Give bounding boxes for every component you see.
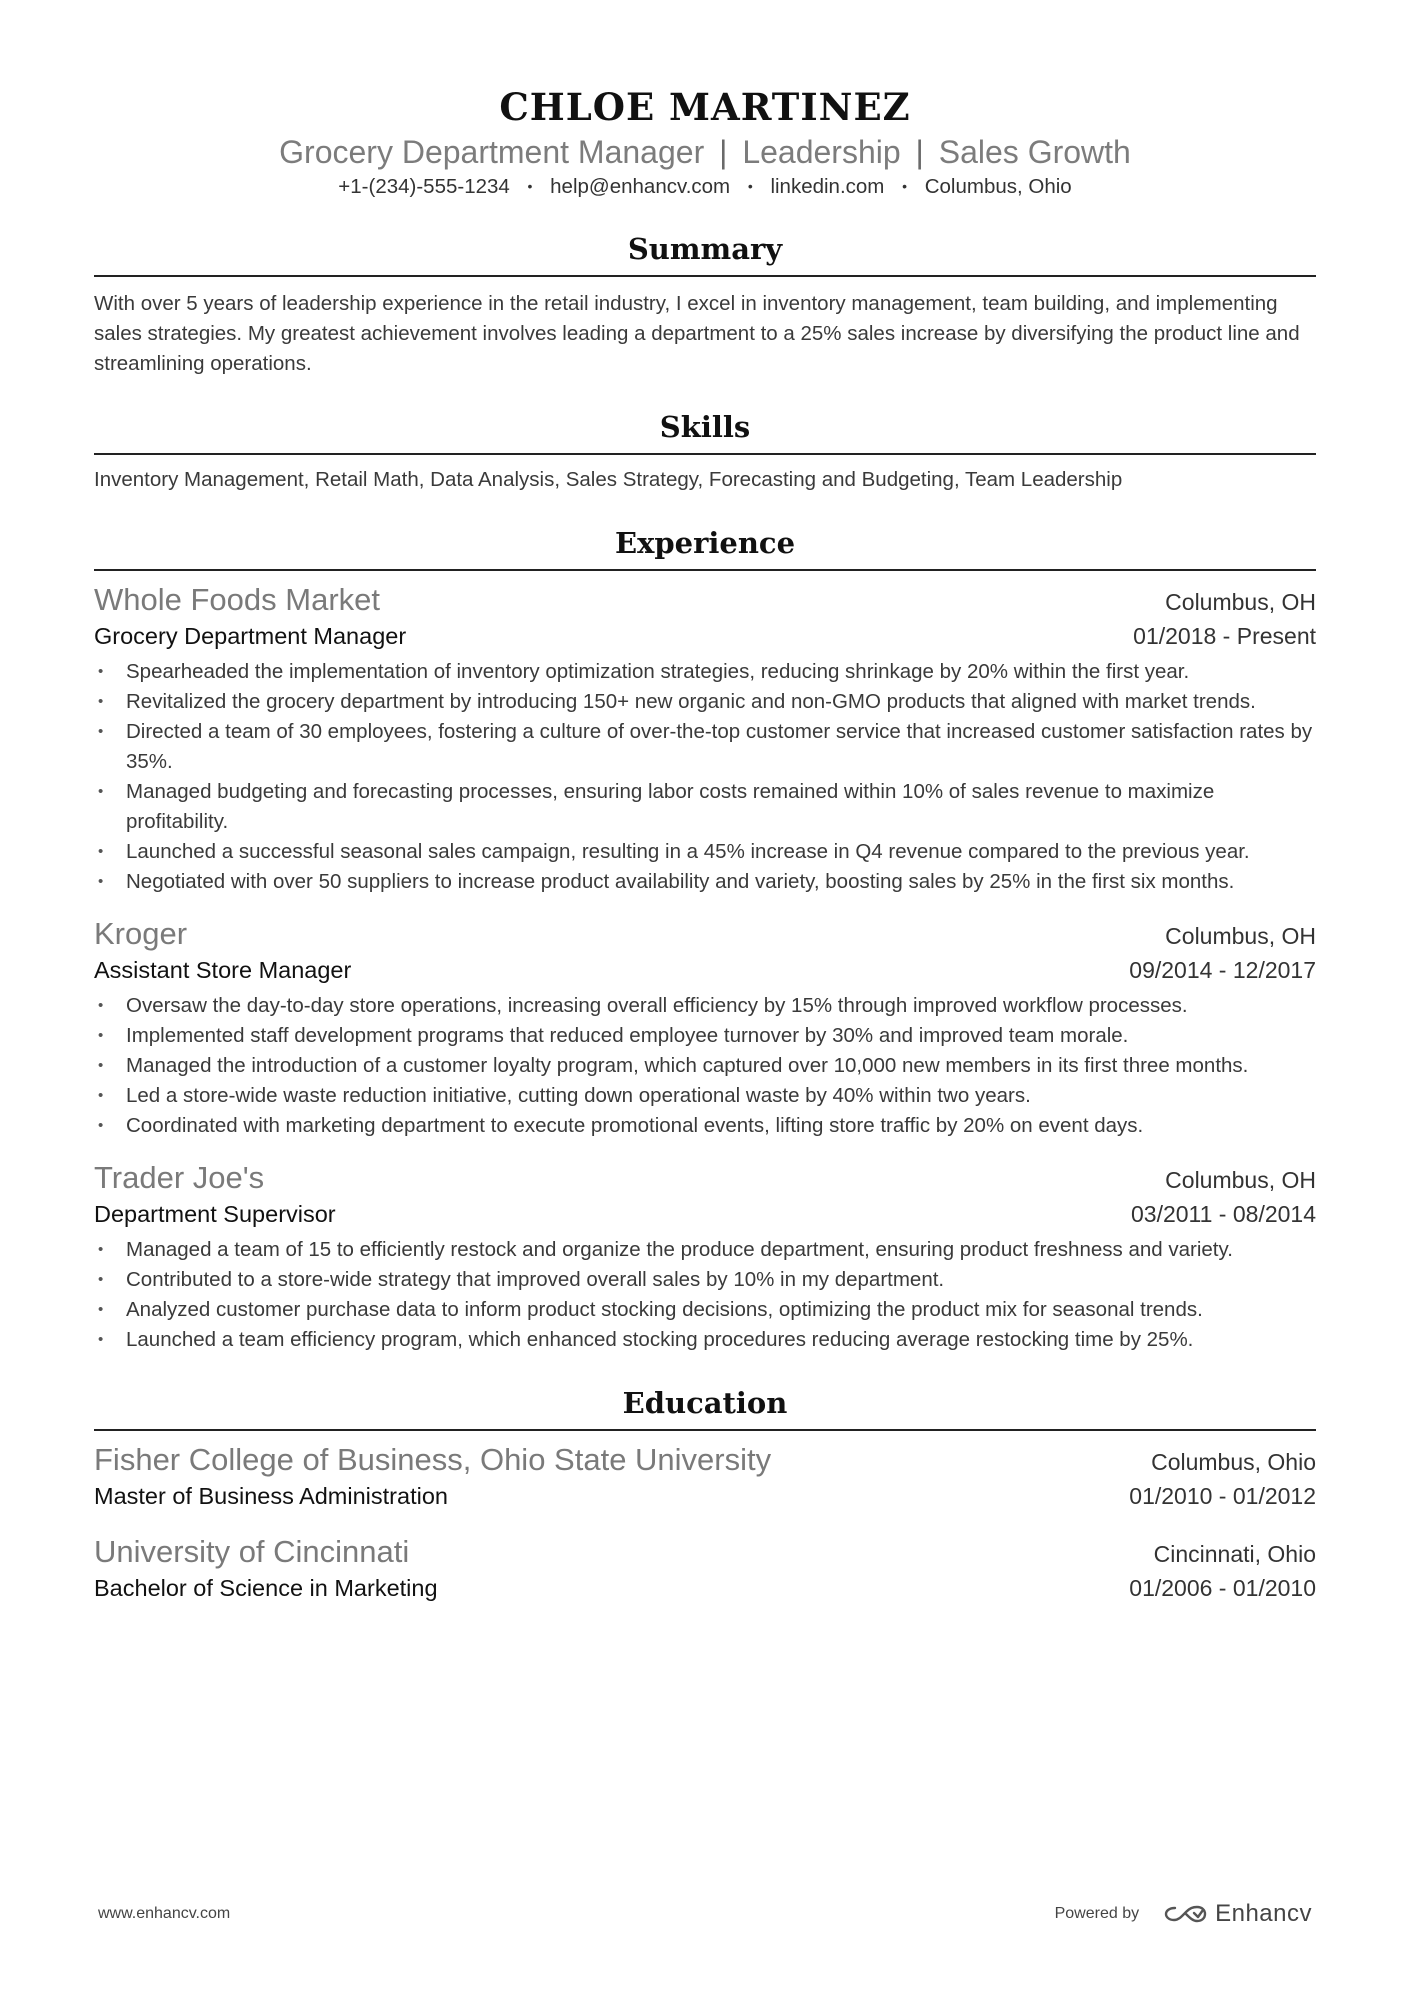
achievement-list [94, 657, 1316, 897]
achievement-item: • Spearheaded the implementation of inventory optimization strategies, reducing shrinkage by 20% within the first year. [94, 657, 1316, 687]
education-header-row [94, 1441, 1316, 1479]
achievement-item: • Coordinated with marketing department to execute promotional events, lifting store traffic by 20% on event days. [94, 1111, 1316, 1141]
enhancv-logo-icon [1163, 1903, 1209, 1925]
powered-by-label: Powered by [1054, 1905, 1140, 1922]
footer-url-link[interactable]: www.enhancv.com [98, 1905, 231, 1922]
experience-heading: Experience [94, 523, 1316, 571]
headline-separator: | [719, 134, 728, 170]
education-degree-row [94, 1479, 1316, 1513]
contact-location: Columbus, Ohio [924, 175, 1072, 198]
job-dates: 03/2011 - 08/2014 [1130, 1201, 1316, 1227]
education-dates: 01/2010 - 01/2012 [1129, 1483, 1316, 1509]
job-title: Assistant Store Manager [94, 957, 352, 983]
contact-separator: • [747, 178, 753, 194]
job-dates: 01/2018 - Present [1133, 623, 1316, 649]
achievement-item: • Managed budgeting and forecasting processes, ensuring labor costs remained within 10% of sales revenue to maximize profitability. [94, 777, 1316, 837]
education-header-row [94, 1533, 1316, 1571]
achievement-item: • Managed a team of 15 to efficiently restock and organize the produce department, ensuring product freshness and variety. [94, 1235, 1316, 1265]
education-degree-row [94, 1571, 1316, 1605]
job-location: Columbus, OH [1165, 589, 1316, 615]
achievement-item: • Negotiated with over 50 suppliers to increase product availability and variety, boosting sales by 25% in the first six months. [94, 867, 1316, 897]
company-name: Trader Joe's [94, 1160, 265, 1195]
experience-entry [94, 915, 1316, 1141]
achievement-item: • Launched a successful seasonal sales campaign, resulting in a 45% increase in Q4 revenue compared to the previous year. [94, 837, 1316, 867]
education-entry [94, 1533, 1316, 1605]
education-entry [94, 1441, 1316, 1513]
achievement-item: • Revitalized the grocery department by introducing 150+ new organic and non-GMO products that aligned with market trends. [94, 687, 1316, 717]
skills-text: Inventory Management, Retail Math, Data Analysis, Sales Strategy, Forecasting and Budgeting, Team Leadership [94, 468, 1123, 491]
experience-entry [94, 1159, 1316, 1355]
contact-linkedin[interactable]: linkedin.com [770, 175, 885, 198]
candidate-name: CHLOE MARTINEZ [499, 85, 911, 129]
achievement-item: • Launched a team efficiency program, which enhanced stocking procedures reducing average restocking time by 25%. [94, 1325, 1316, 1355]
experience-role-row [94, 619, 1316, 653]
headline-part: Leadership [742, 134, 901, 170]
experience-header-row [94, 581, 1316, 619]
job-location: Columbus, OH [1165, 1167, 1316, 1193]
company-name: Whole Foods Market [94, 582, 380, 617]
experience-entry [94, 581, 1316, 897]
brand-logo[interactable] [1163, 1900, 1312, 1928]
experience-header-row [94, 1159, 1316, 1197]
education-dates: 01/2006 - 01/2010 [1129, 1575, 1316, 1601]
job-title: Department Supervisor [94, 1201, 336, 1227]
job-title: Grocery Department Manager [94, 623, 407, 649]
resume-header [94, 0, 1316, 201]
headline-separator: | [915, 134, 924, 170]
degree-name: Bachelor of Science in Marketing [94, 1575, 438, 1601]
school-name: Fisher College of Business, Ohio State University [94, 1442, 772, 1477]
headline-part: Sales Growth [938, 134, 1131, 170]
skills-section [94, 407, 1316, 495]
summary-section [94, 229, 1316, 379]
contact-line [94, 172, 1316, 201]
achievement-item: • Implemented staff development programs that reduced employee turnover by 30% and improved team morale. [94, 1021, 1316, 1051]
company-name: Kroger [94, 916, 188, 951]
experience-section [94, 523, 1316, 1355]
job-location: Columbus, OH [1165, 923, 1316, 949]
achievement-item: • Analyzed customer purchase data to inform product stocking decisions, optimizing the product mix for seasonal trends. [94, 1295, 1316, 1325]
education-section [94, 1383, 1316, 1605]
contact-separator: • [902, 178, 907, 194]
summary-text: With over 5 years of leadership experience in the retail industry, I excel in inventory management, team building, and implementing sales strategies. My greatest achievement involves leading a department to a 25% sales increase by diversifying the product line and streamlining operations. [94, 292, 1300, 375]
achievement-list [94, 991, 1316, 1141]
education-heading: Education [94, 1383, 1316, 1431]
school-location: Columbus, Ohio [1151, 1449, 1316, 1475]
contact-separator: • [527, 178, 533, 194]
experience-header-row [94, 915, 1316, 953]
brand-name: Enhancv [1215, 1900, 1312, 1927]
headline [94, 132, 1316, 172]
achievement-item: • Contributed to a store-wide strategy that improved overall sales by 10% in my department. [94, 1265, 1316, 1295]
experience-role-row [94, 953, 1316, 987]
school-name: University of Cincinnati [94, 1534, 410, 1569]
achievement-item: • Led a store-wide waste reduction initiative, cutting down operational waste by 40% within two years. [94, 1081, 1316, 1111]
footer-branding [1055, 1900, 1312, 1928]
headline-part: Grocery Department Manager [279, 134, 705, 170]
skills-heading: Skills [94, 407, 1316, 455]
contact-phone[interactable]: +1-(234)-555-1234 [338, 175, 510, 198]
degree-name: Master of Business Administration [94, 1483, 448, 1509]
school-location: Cincinnati, Ohio [1153, 1541, 1316, 1567]
achievement-item: • Directed a team of 30 employees, fostering a culture of over-the-top customer service that increased customer satisfaction rates by 35%. [94, 717, 1316, 777]
contact-email[interactable]: help@enhancv.com [550, 175, 731, 198]
job-dates: 09/2014 - 12/2017 [1129, 957, 1316, 983]
experience-role-row [94, 1197, 1316, 1231]
achievement-item: • Oversaw the day-to-day store operations, increasing overall efficiency by 15% through improved workflow processes. [94, 991, 1316, 1021]
page-footer [98, 1900, 1312, 1928]
achievement-item: • Managed the introduction of a customer loyalty program, which captured over 10,000 new members in its first three months. [94, 1051, 1316, 1081]
achievement-list [94, 1235, 1316, 1355]
summary-heading: Summary [94, 229, 1316, 277]
